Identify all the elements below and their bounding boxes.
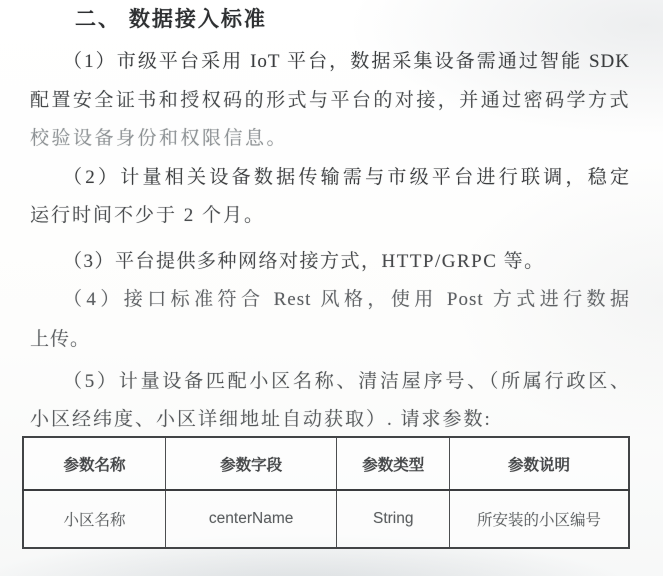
paragraph-3-line-1: （3）平台提供多种网络对接方式，HTTP/GRPC 等。	[63, 251, 545, 272]
section-heading: 二、 数据接入标准	[75, 8, 267, 31]
paragraph-1-line-1: （1）市级平台采用 IoT 平台，数据采集设备需通过智能 SDK	[63, 51, 630, 72]
paragraph-5-line-2: 小区经纬度、小区详细地址自动获取）. 请求参数:	[30, 409, 492, 430]
table-header-param-field: 参数字段	[165, 437, 336, 490]
paragraph-2-line-1: （2）计量相关设备数据传输需与市级平台进行联调，稳定	[63, 167, 630, 188]
table-header-param-name: 参数名称	[23, 437, 165, 490]
table-header-row	[23, 437, 629, 490]
paragraph-4-line-1: （4）接口标准符合 Rest 风格，使用 Post 方式进行数据	[63, 289, 630, 310]
paragraph-2-line-2: 运行时间不少于 2 个月。	[30, 205, 266, 226]
table-cell-param-type: String	[337, 490, 450, 548]
paragraph-5-line-1: （5）计量设备匹配小区名称、清洁屋序号、（所属行政区、	[63, 371, 630, 392]
table-cell-param-name: 小区名称	[23, 490, 165, 548]
table-cell-param-description: 所安装的小区编号	[450, 490, 629, 548]
table-header-param-description: 参数说明	[450, 437, 629, 490]
paragraph-4-line-2: 上传。	[30, 329, 91, 350]
table-row	[23, 490, 629, 548]
parameters-table	[22, 436, 630, 549]
table-cell-param-field: centerName	[165, 490, 336, 548]
paragraph-1-line-3: 校验设备身份和权限信息。	[30, 128, 289, 149]
table-header-param-type: 参数类型	[337, 437, 450, 490]
paragraph-1-line-2: 配置安全证书和授权码的形式与平台的对接，并通过密码学方式	[30, 90, 630, 111]
